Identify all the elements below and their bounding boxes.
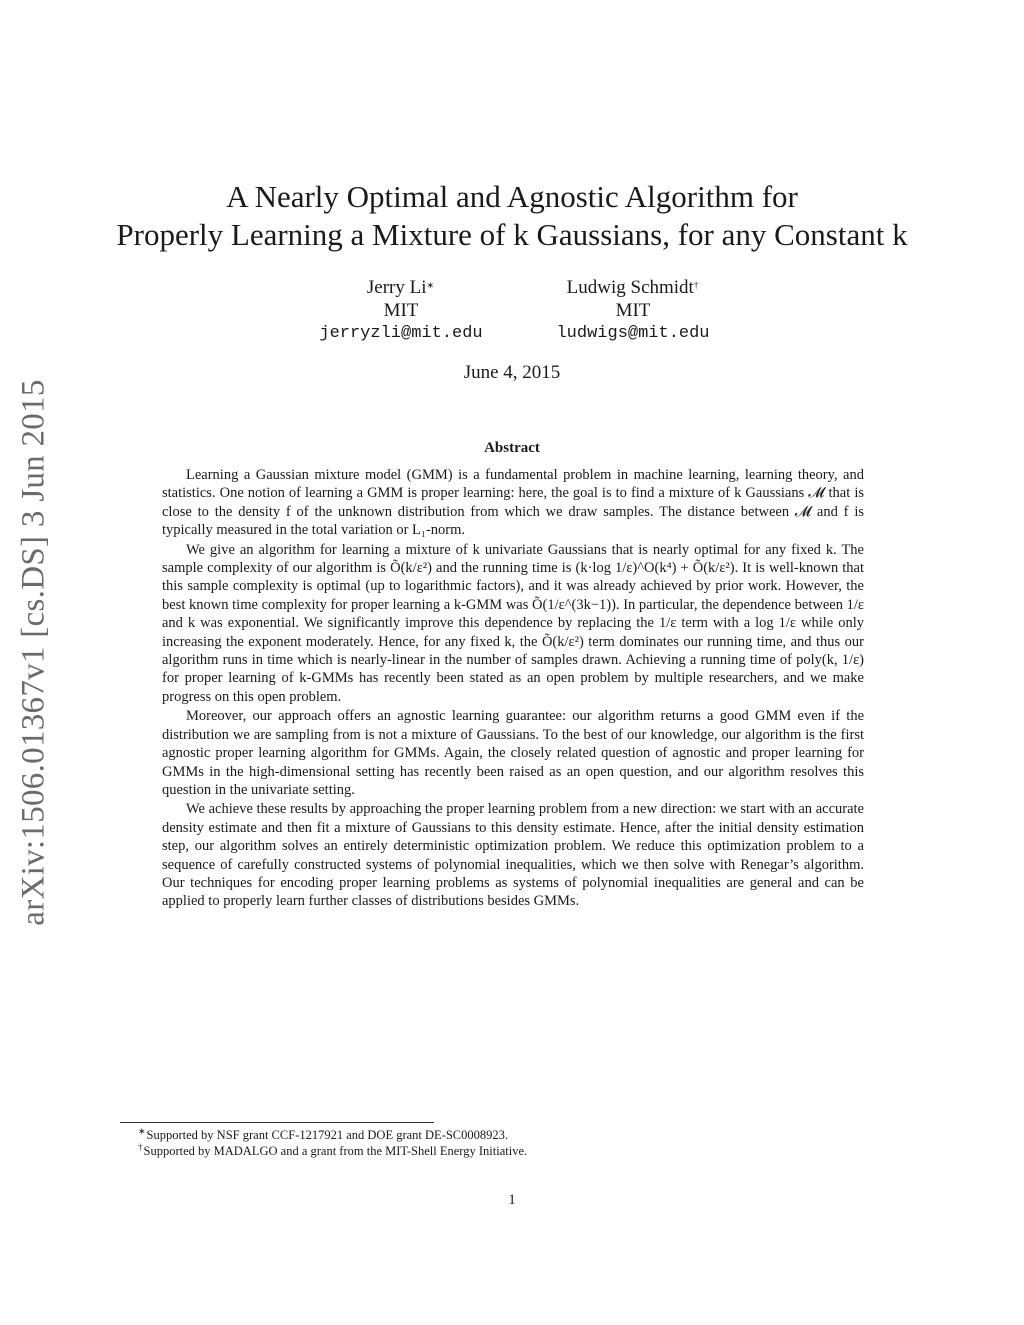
- abstract-heading: Abstract: [484, 440, 540, 456]
- paper-title-line-1: A Nearly Optimal and Agnostic Algorithm for: [226, 179, 798, 214]
- footnote-mark-2: †: [138, 1142, 143, 1152]
- paper-title-line-2: Properly Learning a Mixture of k Gaussians, for any Constant k: [116, 217, 908, 252]
- footnote-text-2: Supported by MADALGO and a grant from the MIT-Shell Energy Initiative.: [143, 1144, 528, 1158]
- paper-title: [100, 178, 924, 254]
- arxiv-identifier: [6, 372, 62, 932]
- abstract-paragraph-2: We give an algorithm for learning a mixture of k univariate Gaussians that is nearly optimal for any fixed k. The sample complexity of our algorithm is Õ(k/ε²) and the running time is (k·log 1/ε)^O(k⁴) + Õ(k/ε²). It is well-known that this sample complexity is optimal (up to logarithmic factors), and it was already achieved by prior work. However, the best known time complexity for proper learning a k-GMM was Õ(1/ε^(3k−1)). In particular, the dependence between 1/ε and k was exponential. We significantly improve this dependence by replacing the 1/ε term with a log 1/ε while only increasing the exponent moderately. Hence, for any fixed k, the Õ(k/ε²) term dominates our running time, and thus our algorithm runs in time which is nearly-linear in the number of samples drawn. Achieving a running time of poly(k, 1/ε) for proper learning of k-GMMs has recently been stated as an open problem by multiple researchers, and we make progress on this open problem.: [162, 541, 864, 705]
- arxiv-identifier-text: arXiv:1506.01367v1 [cs.DS] 3 Jun 2015: [15, 378, 52, 926]
- footnote-2: [138, 1144, 527, 1159]
- abstract-paragraph-3: Moreover, our approach offers an agnostic learning guarantee: our algorithm returns a good GMM even if the distribution we are sampling from is not a mixture of Gaussians. To the best of our knowledge, our algorithm is the first agnostic proper learning algorithm for GMMs. Again, the closely related question of agnostic and proper learning for GMMs in the high-dimensional setting has recently been raised as an open question, and our algorithm resolves this question in the univariate setting.: [162, 708, 864, 798]
- author-affiliation-2: MIT: [615, 300, 651, 321]
- author-email-1[interactable]: jerryzli@mit.edu: [319, 324, 483, 343]
- author-mark-2: †: [693, 280, 699, 290]
- footnote-rule: [120, 1122, 434, 1123]
- author-affiliation-1: MIT: [383, 300, 419, 321]
- abstract-paragraph-4: We achieve these results by approaching the proper learning problem from a new direction: we start with an accurate density estimate and then fit a mixture of Gaussians to this density estimate. Hence, after the initial density estimation step, our algorithm solves an entirely deterministic optimization problem. We reduce this optimization problem to a sequence of carefully constructed systems of polynomial inequalities, which we then solve with Renegar’s algorithm. Our techniques for encoding proper learning problems as systems of polynomial inequalities are general and can be applied to properly learn further classes of distributions besides GMMs.: [162, 801, 864, 910]
- footnote-mark-1: ∗: [138, 1126, 146, 1136]
- abstract-body: [162, 466, 864, 911]
- publication-date: June 4, 2015: [463, 362, 561, 383]
- footnote-text-1: Supported by NSF grant CCF-1217921 and DOE grant DE-SC0008923.: [146, 1128, 508, 1142]
- author-name-1: Jerry Li: [366, 277, 427, 298]
- author-mark-1: ∗: [426, 280, 435, 290]
- author-name-2: Ludwig Schmidt: [566, 277, 694, 298]
- author-block-2: [483, 276, 783, 345]
- author-email-2[interactable]: ludwigs@mit.edu: [556, 324, 710, 343]
- page-number: 1: [508, 1192, 516, 1208]
- footnote-1: [138, 1128, 508, 1143]
- abstract-paragraph-1: Learning a Gaussian mixture model (GMM) is a fundamental problem in machine learning, learning theory, and statistics. One notion of learning a GMM is proper learning: here, the goal is to find a mixture of k Gaussians 𝓜 that is close to the density f of the unknown distribution from which we draw samples. The distance between 𝓜 and f is typically measured in the total variation or L₁-norm.: [162, 467, 864, 539]
